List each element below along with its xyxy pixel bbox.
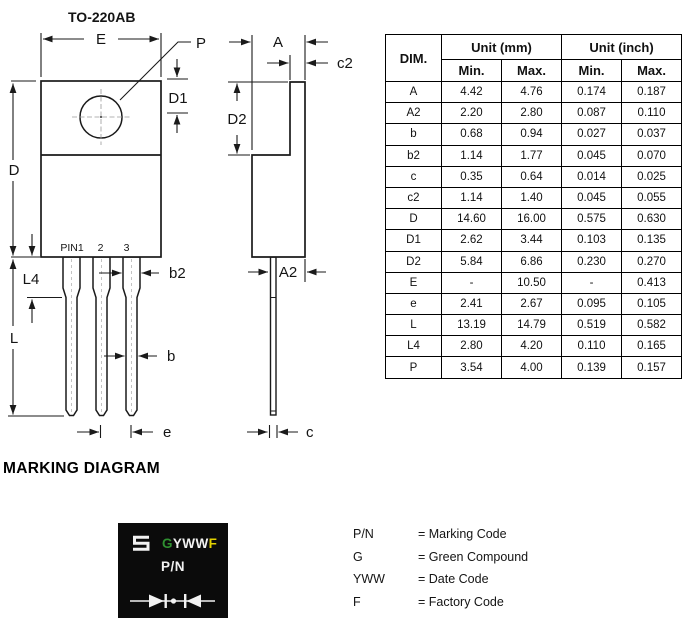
header-inch-max: Max.: [622, 60, 682, 82]
dim-label-L4: L4: [22, 271, 40, 288]
dim-cell: c2: [386, 187, 442, 208]
dim-label-e: e: [163, 424, 172, 441]
mm-min-cell: -: [442, 272, 502, 293]
dual-diode-symbol-icon: [130, 592, 216, 610]
dim-label-D: D: [8, 162, 20, 179]
in-max-cell: 0.582: [622, 315, 682, 336]
table-row: [386, 166, 682, 187]
hole-center-dot: [100, 116, 102, 118]
mm-max-cell: 0.64: [502, 166, 562, 187]
brand-logo-icon: [131, 535, 151, 552]
mm-min-cell: 5.84: [442, 251, 502, 272]
in-min-cell: 0.519: [562, 315, 622, 336]
in-min-cell: 0.575: [562, 209, 622, 230]
mm-max-cell: 1.40: [502, 187, 562, 208]
mm-max-cell: 10.50: [502, 272, 562, 293]
legend-term: G: [353, 549, 363, 564]
dim-cell: E: [386, 272, 442, 293]
header-dim: DIM.: [386, 35, 442, 82]
in-max-cell: 0.135: [622, 230, 682, 251]
pin3-label: 3: [123, 242, 130, 254]
mm-min-cell: 2.62: [442, 230, 502, 251]
dim-label-D2: D2: [227, 111, 247, 128]
front-view: [8, 31, 206, 441]
table-row: [386, 272, 682, 293]
dim-cell: L: [386, 315, 442, 336]
dim-label-P: P: [196, 35, 207, 52]
table-row: [386, 336, 682, 357]
dim-cell: b2: [386, 145, 442, 166]
mm-max-cell: 4.20: [502, 336, 562, 357]
mm-min-cell: 0.35: [442, 166, 502, 187]
table-header-row-units: [386, 35, 682, 60]
date-code-letters: YWW: [172, 536, 209, 551]
in-min-cell: 0.087: [562, 103, 622, 124]
factory-code-letter: F: [208, 536, 218, 551]
in-max-cell: 0.110: [622, 103, 682, 124]
side-view: [227, 34, 352, 441]
in-max-cell: 0.105: [622, 293, 682, 314]
table-row: [386, 187, 682, 208]
in-max-cell: 0.187: [622, 82, 682, 103]
dim-label-b2: b2: [169, 265, 186, 282]
dim-label-E: E: [95, 31, 107, 48]
legend-definition: = Date Code: [418, 572, 489, 586]
header-mm-min: Min.: [442, 60, 502, 82]
mm-max-cell: 6.86: [502, 251, 562, 272]
in-max-cell: 0.270: [622, 251, 682, 272]
mm-max-cell: 2.80: [502, 103, 562, 124]
in-max-cell: 0.025: [622, 166, 682, 187]
mm-max-cell: 0.94: [502, 124, 562, 145]
green-compound-letter: G: [162, 536, 173, 551]
mm-min-cell: 2.41: [442, 293, 502, 314]
side-view-body: [252, 82, 305, 415]
in-min-cell: 0.014: [562, 166, 622, 187]
dim-label-L: L: [9, 330, 19, 347]
table-row: [386, 124, 682, 145]
in-min-cell: -: [562, 272, 622, 293]
marking-box: [118, 523, 228, 618]
table-row: [386, 357, 682, 378]
mm-min-cell: 0.68: [442, 124, 502, 145]
mm-min-cell: 3.54: [442, 357, 502, 378]
side-view-pin: [271, 257, 277, 415]
header-mm-max: Max.: [502, 60, 562, 82]
table-row: [386, 82, 682, 103]
mm-min-cell: 1.14: [442, 187, 502, 208]
mm-min-cell: 14.60: [442, 209, 502, 230]
in-min-cell: 0.045: [562, 145, 622, 166]
in-max-cell: 0.055: [622, 187, 682, 208]
package-title: TO-220AB: [68, 9, 136, 25]
in-min-cell: 0.174: [562, 82, 622, 103]
in-max-cell: 0.070: [622, 145, 682, 166]
dim-label-D1: D1: [168, 90, 188, 107]
dim-label-A2: A2: [278, 264, 298, 281]
mm-min-cell: 1.14: [442, 145, 502, 166]
marking-legend: [353, 527, 528, 609]
dim-cell: D: [386, 209, 442, 230]
table-row: [386, 103, 682, 124]
in-max-cell: 0.413: [622, 272, 682, 293]
legend-definition: = Factory Code: [418, 594, 504, 609]
legend-term: YWW: [353, 572, 385, 586]
dimension-table: [385, 34, 682, 379]
dim-cell: D2: [386, 251, 442, 272]
header-inch-min: Min.: [562, 60, 622, 82]
in-max-cell: 0.037: [622, 124, 682, 145]
legend-definition: = Green Compound: [418, 549, 529, 564]
in-min-cell: 0.103: [562, 230, 622, 251]
in-min-cell: 0.027: [562, 124, 622, 145]
dim-cell: A: [386, 82, 442, 103]
mm-max-cell: 1.77: [502, 145, 562, 166]
in-min-cell: 0.230: [562, 251, 622, 272]
mm-max-cell: 3.44: [502, 230, 562, 251]
part-number-text: P/N: [160, 559, 185, 574]
mm-max-cell: 2.67: [502, 293, 562, 314]
marking-top-row: [118, 523, 228, 552]
table-row: [386, 251, 682, 272]
dim-cell: A2: [386, 103, 442, 124]
legend-term: F: [353, 594, 361, 609]
table-row: [386, 209, 682, 230]
in-max-cell: 0.165: [622, 336, 682, 357]
dim-cell: c: [386, 166, 442, 187]
dim-cell: e: [386, 293, 442, 314]
header-unit-inch: Unit (inch): [562, 35, 682, 60]
dim-cell: L4: [386, 336, 442, 357]
dim-cell: D1: [386, 230, 442, 251]
in-max-cell: 0.157: [622, 357, 682, 378]
in-min-cell: 0.095: [562, 293, 622, 314]
marking-diagram-heading: MARKING DIAGRAM: [3, 460, 160, 477]
mm-min-cell: 2.20: [442, 103, 502, 124]
table-row: [386, 145, 682, 166]
mm-max-cell: 14.79: [502, 315, 562, 336]
mm-min-cell: 2.80: [442, 336, 502, 357]
mm-max-cell: 16.00: [502, 209, 562, 230]
table-row: [386, 315, 682, 336]
mm-max-cell: 4.00: [502, 357, 562, 378]
header-unit-mm: Unit (mm): [442, 35, 562, 60]
pin2-label: 2: [97, 242, 104, 254]
legend-definition: = Marking Code: [418, 527, 507, 541]
pin1-label: PIN1: [60, 242, 84, 254]
mm-min-cell: 4.42: [442, 82, 502, 103]
mm-min-cell: 13.19: [442, 315, 502, 336]
in-min-cell: 0.045: [562, 187, 622, 208]
table-row: [386, 230, 682, 251]
dim-cell: P: [386, 357, 442, 378]
table-row: [386, 293, 682, 314]
dim-label-c2: c2: [337, 55, 353, 72]
in-min-cell: 0.139: [562, 357, 622, 378]
dim-label-c: c: [306, 424, 314, 441]
in-max-cell: 0.630: [622, 209, 682, 230]
marking-code: [162, 536, 217, 551]
mm-max-cell: 4.76: [502, 82, 562, 103]
legend-term: P/N: [353, 527, 374, 541]
dim-cell: b: [386, 124, 442, 145]
side-view-profile: [252, 82, 305, 257]
dim-label-A: A: [272, 34, 284, 51]
in-min-cell: 0.110: [562, 336, 622, 357]
dim-label-b: b: [167, 348, 176, 365]
